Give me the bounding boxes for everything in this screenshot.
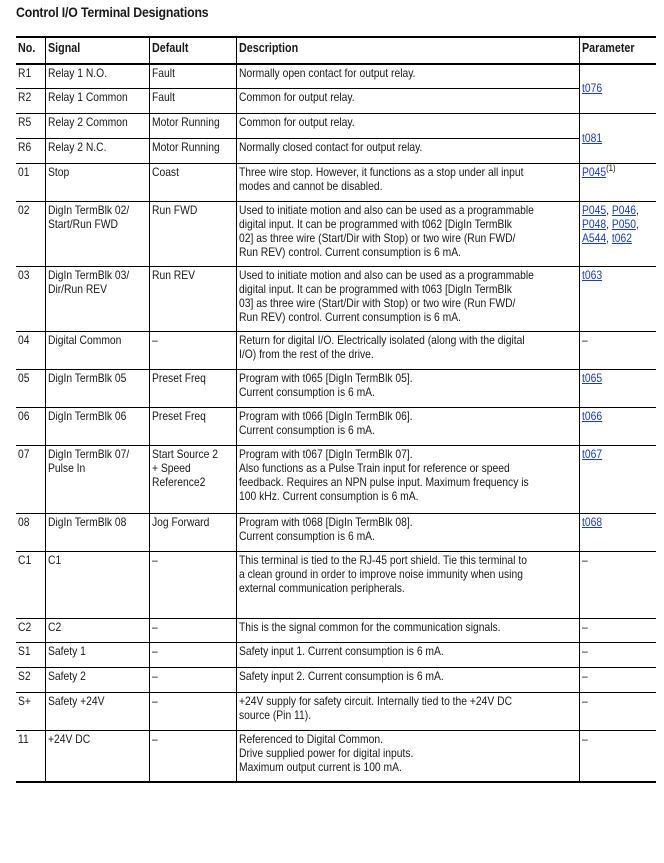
default-cell-line: Start Source 2 <box>151 446 218 461</box>
default-cell-line: – <box>151 619 158 634</box>
header-parameter: Parameter <box>579 37 656 64</box>
param-dash: – <box>581 552 588 567</box>
default-cell <box>149 266 236 331</box>
parameter-cell <box>579 64 656 113</box>
default-cell-line: Coast <box>151 164 179 179</box>
signal-cell <box>45 445 149 513</box>
parameter-cell <box>579 667 656 692</box>
signal-cell-line: DigIn TermBlk 08 <box>47 514 126 529</box>
signal-cell-line: Relay 1 Common <box>47 89 128 104</box>
signal-cell <box>45 201 149 266</box>
signal-cell-line: DigIn TermBlk 03/ <box>47 267 129 282</box>
description-cell-line: Drive supplied power for digital inputs. <box>238 745 413 760</box>
default-cell <box>149 667 236 692</box>
description-cell <box>236 551 579 618</box>
terminal-number: 08 <box>16 513 45 551</box>
page-title: Control I/O Terminal Designations <box>16 4 209 20</box>
header-signal: Signal <box>45 37 149 64</box>
table-row <box>16 201 656 266</box>
description-cell <box>236 692 579 730</box>
param-link-p045[interactable]: P045 <box>581 164 606 179</box>
signal-cell-line: Relay 1 N.O. <box>47 66 107 80</box>
description-cell <box>236 138 579 163</box>
param-link-t063[interactable]: t063 <box>581 267 602 282</box>
description-cell <box>236 407 579 445</box>
signal-cell <box>45 369 149 407</box>
description-cell <box>236 163 579 201</box>
terminal-number: 04 <box>16 331 45 369</box>
terminal-number: C2 <box>16 618 45 642</box>
signal-cell-line: Relay 2 N.C. <box>47 139 107 154</box>
param-link-a544[interactable]: A544 <box>581 230 606 245</box>
param-dash: – <box>581 332 588 347</box>
description-cell <box>236 369 579 407</box>
table-row <box>16 667 656 692</box>
description-cell-line: Three wire stop. However, it functions as a stop under all input <box>238 164 524 179</box>
parameter-cell <box>579 163 656 201</box>
default-cell-line: – <box>151 643 158 658</box>
terminal-number: 05 <box>16 369 45 407</box>
description-cell <box>236 88 579 113</box>
header-default: Default <box>149 37 236 64</box>
signal-cell-line: DigIn TermBlk 06 <box>47 408 126 423</box>
default-cell-line: – <box>151 332 158 347</box>
description-cell-line: Used to initiate motion and also can be used as a programmable <box>238 202 534 217</box>
default-cell <box>149 201 236 266</box>
table-row <box>16 331 656 369</box>
signal-cell-line: DigIn TermBlk 02/ <box>47 202 129 217</box>
param-dash: – <box>581 668 588 683</box>
table-row <box>16 407 656 445</box>
signal-cell <box>45 331 149 369</box>
description-cell-line: 02] as three wire (Start/Dir with Stop) or two wire (Run FWD/ <box>238 230 515 245</box>
description-cell-line: Maximum output current is 100 mA. <box>238 759 402 774</box>
signal-cell <box>45 113 149 138</box>
description-cell-line: Current consumption is 6 mA. <box>238 528 375 543</box>
parameter-cell <box>579 513 656 551</box>
default-cell <box>149 730 236 782</box>
param-link-t067[interactable]: t067 <box>581 446 602 461</box>
header-description: Description <box>236 37 579 64</box>
description-cell-line: a clean ground in order to improve noise immunity when using <box>238 566 523 581</box>
param-link-p050[interactable]: P050 <box>611 216 636 231</box>
parameter-cell: P045, P046, P048, P050, A544, t062 <box>579 201 656 266</box>
description-cell <box>236 266 579 331</box>
param-link-t065[interactable]: t065 <box>581 370 602 385</box>
terminal-number: 06 <box>16 407 45 445</box>
default-cell <box>149 445 236 513</box>
signal-cell-line: Stop <box>47 164 69 179</box>
param-link-p045[interactable]: P045 <box>581 202 606 217</box>
table-row <box>16 445 656 513</box>
description-cell-line: This terminal is tied to the RJ-45 port shield. Tie this terminal to <box>238 552 527 567</box>
signal-cell <box>45 138 149 163</box>
terminal-number: R2 <box>16 88 45 113</box>
param-link-t076[interactable]: t076 <box>581 81 602 96</box>
signal-cell <box>45 513 149 551</box>
description-cell-line: +24V supply for safety circuit. Internally tied to the +24V DC <box>238 693 512 708</box>
default-cell <box>149 113 236 138</box>
signal-cell <box>45 163 149 201</box>
terminal-number: 01 <box>16 163 45 201</box>
table-row <box>16 113 656 138</box>
description-cell-line: Program with t066 [DigIn TermBlk 06]. <box>238 408 413 423</box>
signal-cell <box>45 266 149 331</box>
param-link-p046[interactable]: P046 <box>611 202 636 217</box>
parameter-cell <box>579 266 656 331</box>
description-cell-line: Run REV) control. Current consumption is 6 mA. <box>238 309 461 324</box>
signal-cell <box>45 730 149 782</box>
description-cell-line: Program with t068 [DigIn TermBlk 08]. <box>238 514 413 529</box>
default-cell <box>149 64 236 88</box>
parameter-cell <box>579 113 656 163</box>
parameter-cell <box>579 445 656 513</box>
parameter-cell <box>579 331 656 369</box>
description-cell-line: 100 kHz. Current consumption is 6 mA. <box>238 488 419 503</box>
description-cell <box>236 642 579 667</box>
description-cell-line: 03] as three wire (Start/Dir with Stop) or two wire (Run FWD/ <box>238 295 515 310</box>
signal-cell <box>45 692 149 730</box>
description-cell <box>236 445 579 513</box>
param-link-t066[interactable]: t066 <box>581 408 602 423</box>
description-cell-line: Referenced to Digital Common. <box>238 731 383 746</box>
signal-cell <box>45 551 149 618</box>
signal-cell <box>45 618 149 642</box>
param-link-p048[interactable]: P048 <box>581 216 606 231</box>
default-cell-line: Jog Forward <box>151 514 209 529</box>
table-row <box>16 163 656 201</box>
signal-cell-line: Relay 2 Common <box>47 114 128 129</box>
default-cell-line: – <box>151 693 158 708</box>
table-row <box>16 642 656 667</box>
default-cell <box>149 138 236 163</box>
description-cell-line: external communication peripherals. <box>238 580 405 595</box>
description-cell-line: Return for digital I/O. Electrically isolated (along with the digital <box>238 332 525 347</box>
terminal-number: 07 <box>16 445 45 513</box>
terminal-number: S1 <box>16 642 45 667</box>
signal-cell-line: Digital Common <box>47 332 121 347</box>
default-cell <box>149 407 236 445</box>
default-cell-line: – <box>151 668 158 683</box>
table-row <box>16 369 656 407</box>
signal-cell-line: Safety +24V <box>47 693 105 708</box>
table-row <box>16 730 656 782</box>
terminal-number: R5 <box>16 113 45 138</box>
header-no: No. <box>16 37 45 64</box>
description-cell-line: Common for output relay. <box>238 114 355 129</box>
signal-cell <box>45 642 149 667</box>
footnote-marker: (1) <box>605 162 616 173</box>
description-cell-line: Common for output relay. <box>238 89 355 104</box>
param-link-t081[interactable]: t081 <box>581 130 602 145</box>
terminal-number: 03 <box>16 266 45 331</box>
terminal-number: S2 <box>16 667 45 692</box>
description-cell-line: I/O) from the rest of the drive. <box>238 346 374 361</box>
description-cell-line: Used to initiate motion and also can be used as a programmable <box>238 267 534 282</box>
description-cell <box>236 730 579 782</box>
signal-cell <box>45 667 149 692</box>
table-row <box>16 88 656 113</box>
signal-cell-line: DigIn TermBlk 07/ <box>47 446 129 461</box>
default-cell-line: Reference2 <box>151 474 205 489</box>
default-cell-line: + Speed <box>151 460 191 475</box>
terminal-number: C1 <box>16 551 45 618</box>
param-dash: – <box>581 619 588 634</box>
param-link-t062[interactable]: t062 <box>611 230 632 245</box>
description-cell-line: Current consumption is 6 mA. <box>238 384 375 399</box>
parameter-cell <box>579 730 656 782</box>
default-cell <box>149 692 236 730</box>
description-cell <box>236 667 579 692</box>
param-dash: – <box>581 693 588 708</box>
default-cell-line: Motor Running <box>151 139 220 154</box>
description-cell-line: modes and cannot be disabled. <box>238 178 382 193</box>
description-cell-line: Program with t067 [DigIn TermBlk 07]. <box>238 446 413 461</box>
default-cell-line: Run FWD <box>151 202 197 217</box>
default-cell <box>149 331 236 369</box>
default-cell-line: – <box>151 731 158 746</box>
description-cell-line: Safety input 1. Current consumption is 6 mA. <box>238 643 444 658</box>
default-cell-line: Fault <box>151 66 175 80</box>
signal-cell-line: Pulse In <box>47 460 85 475</box>
signal-cell-line: Safety 2 <box>47 668 86 683</box>
parameter-cell <box>579 551 656 618</box>
signal-cell <box>45 407 149 445</box>
default-cell-line: Run REV <box>151 267 195 282</box>
default-cell <box>149 551 236 618</box>
parameter-cell <box>579 618 656 642</box>
description-cell-line: digital input. It can be programmed with t063 [DigIn TermBlk <box>238 281 512 296</box>
parameter-cell <box>579 692 656 730</box>
default-cell <box>149 618 236 642</box>
parameter-cell <box>579 369 656 407</box>
param-link-t068[interactable]: t068 <box>581 514 602 529</box>
param-dash: – <box>581 731 588 746</box>
parameter-cell <box>579 642 656 667</box>
description-cell-line: Run REV) control. Current consumption is 6 mA. <box>238 244 461 259</box>
default-cell-line: Motor Running <box>151 114 220 129</box>
default-cell-line: Preset Freq <box>151 370 206 385</box>
signal-cell <box>45 88 149 113</box>
signal-cell-line: C1 <box>47 552 61 567</box>
table-row <box>16 692 656 730</box>
default-cell-line: Fault <box>151 89 175 104</box>
description-cell <box>236 201 579 266</box>
table-row <box>16 513 656 551</box>
description-cell <box>236 64 579 88</box>
terminal-table <box>16 36 656 783</box>
description-cell-line: Program with t065 [DigIn TermBlk 05]. <box>238 370 413 385</box>
description-cell <box>236 113 579 138</box>
signal-cell-line: C2 <box>47 619 61 634</box>
default-cell-line: Preset Freq <box>151 408 206 423</box>
signal-cell-line: Dir/Run REV <box>47 281 107 296</box>
signal-cell <box>45 64 149 88</box>
description-cell-line: digital input. It can be programmed with t062 [DigIn TermBlk <box>238 216 512 231</box>
description-cell-line: Normally open contact for output relay. <box>238 66 415 80</box>
terminal-number: 02 <box>16 201 45 266</box>
table-header-row <box>16 37 656 64</box>
description-cell <box>236 513 579 551</box>
table-row <box>16 138 656 163</box>
default-cell <box>149 513 236 551</box>
default-cell-line: – <box>151 552 158 567</box>
terminal-number: R1 <box>16 64 45 88</box>
description-cell-line: source (Pin 11). <box>238 707 311 722</box>
default-cell <box>149 369 236 407</box>
table-row <box>16 64 656 88</box>
table-row <box>16 266 656 331</box>
param-dash: – <box>581 643 588 658</box>
default-cell <box>149 88 236 113</box>
description-cell-line: Safety input 2. Current consumption is 6 mA. <box>238 668 444 683</box>
default-cell <box>149 642 236 667</box>
terminal-number: R6 <box>16 138 45 163</box>
description-cell-line: feedback. Requires an NPN pulse input. Maximum frequency is <box>238 474 529 489</box>
description-cell-line: This is the signal common for the communication signals. <box>238 619 501 634</box>
description-cell-line: Current consumption is 6 mA. <box>238 422 375 437</box>
description-cell <box>236 331 579 369</box>
signal-cell-line: Safety 1 <box>47 643 86 658</box>
table-row <box>16 618 656 642</box>
description-cell-line: Also functions as a Pulse Train input for reference or speed <box>238 460 510 475</box>
signal-cell-line: DigIn TermBlk 05 <box>47 370 126 385</box>
terminal-number: 11 <box>16 730 45 782</box>
terminal-number: S+ <box>16 692 45 730</box>
description-cell-line: Normally closed contact for output relay. <box>238 139 422 154</box>
table-row <box>16 551 656 618</box>
signal-cell-line: Start/Run FWD <box>47 216 118 231</box>
default-cell <box>149 163 236 201</box>
description-cell <box>236 618 579 642</box>
parameter-cell <box>579 407 656 445</box>
signal-cell-line: +24V DC <box>47 731 90 746</box>
